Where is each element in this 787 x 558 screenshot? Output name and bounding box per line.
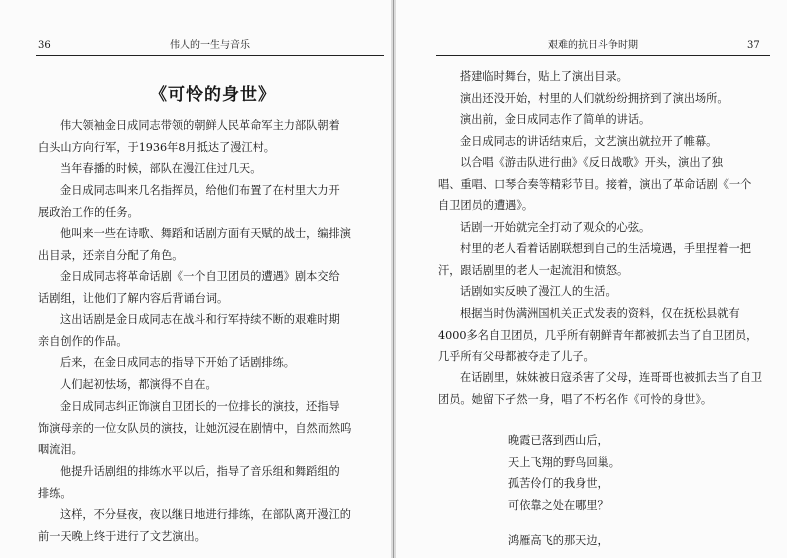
left-header-rule xyxy=(36,55,384,56)
right-header-rule xyxy=(436,55,770,56)
right-running-head: 艰难的抗日斗争时期 xyxy=(548,40,638,51)
left-paragraph-3: 金日成同志叫来几名指挥员，给他们布置了在村里大力开 展政治工作的任务。 xyxy=(38,184,340,219)
lyric-line: 孤苦伶仃的我身世， xyxy=(508,477,609,490)
right-paragraph-2: 演出还没开始，村里的人们就纷纷拥挤到了演出场所。 xyxy=(460,92,729,105)
left-paragraph-5: 金日成同志将革命话剧《一个自卫团员的遭遇》剧本交给 话剧组，让他们了解内容后背诵台词。 xyxy=(38,270,340,305)
chapter-title: 《可怜的身世》 xyxy=(150,85,276,105)
right-paragraph-3: 演出前，金日成同志作了简单的讲话。 xyxy=(460,113,651,126)
stanza-break xyxy=(508,516,620,530)
right-paragraph-9: 根据当时伪满洲国机关正式发表的资料，仅在抚松县就有 4000多名自卫团员，几乎所有朝鲜青年都被抓去当了自卫团员， 几乎所有父母都被夺走了儿子。 xyxy=(438,307,758,363)
right-page-number: 37 xyxy=(747,40,760,51)
lyric-line: 天上飞翔的野鸟回巢。 xyxy=(508,455,620,469)
right-paragraph-5: 以合唱《游击队进行曲》《反日战歌》开头，演出了独 唱、重唱、口琴合奏等精彩节目。接着，演出了革命话剧《一个 自卫团员的遭遇》。 xyxy=(438,156,752,212)
left-paragraph-9: 金日成同志纠正饰演自卫团长的一位排长的演技，还指导 饰演母亲的一位女队员的演技，让她沉浸在剧情中，自然而然呜 咽流泪。 xyxy=(38,400,352,456)
left-paragraph-8: 人们起初怯场，都演得不自在。 xyxy=(60,378,217,391)
left-paragraph-10: 他提升话剧组的排练水平以后，指导了音乐组和舞蹈组的 排练。 xyxy=(38,465,340,500)
left-paragraph-1: 伟大领袖金日成同志带领的朝鲜人民革命军主力部队朝着 白头山方向行军，于1936年8月抵达了漫江村。 xyxy=(38,119,340,154)
left-paragraph-11: 这样，不分昼夜，夜以继日地进行排练，在部队离开漫江的 前一天晚上终于进行了文艺演出。 xyxy=(38,508,351,543)
left-paragraph-7: 后来，在金日成同志的指导下开始了话剧排练。 xyxy=(60,356,295,369)
right-paragraph-10: 在话剧里，妹妹被日寇杀害了父母，连哥哥也被抓去当了自卫 团员。她留下孑然一身，唱了不朽名作《可怜的身世》。 xyxy=(438,371,763,406)
left-paragraph-6: 这出话剧是金日成同志在战斗和行军持续不断的艰难时期 亲自创作的作品。 xyxy=(38,313,340,348)
gutter-fold-line xyxy=(393,0,394,558)
lyric-line: 可依靠之处在哪里？ xyxy=(508,498,609,512)
left-running-head: 伟人的一生与音乐 xyxy=(170,40,250,51)
lyric-line: 晚霞已落到西山后， xyxy=(508,434,609,447)
left-paragraph-2: 当年春播的时候，部队在漫江住过几天。 xyxy=(60,162,262,175)
right-paragraph-4: 金日成同志的讲话结束后，文艺演出就拉开了帷幕。 xyxy=(460,135,718,148)
right-paragraph-8: 话剧如实反映了漫江人的生活。 xyxy=(460,285,617,298)
right-paragraph-7: 村里的老人看着话剧联想到自己的生活境遇，手里捏着一把 汗，跟话剧里的老人一起流泪和愤怒。 xyxy=(438,242,751,277)
lyric-line: 鸿雁高飞的那天边， xyxy=(508,534,609,547)
left-paragraph-4: 他叫来一些在诗歌、舞蹈和话剧方面有天赋的战士，编排演 出目录，还亲自分配了角色。 xyxy=(38,227,351,262)
left-page-number: 36 xyxy=(38,40,51,51)
right-paragraph-1: 搭建临时舞台，贴上了演出目录。 xyxy=(460,70,628,83)
song-lyrics xyxy=(508,430,620,552)
right-paragraph-6: 话剧一开始就完全打动了观众的心弦。 xyxy=(460,221,651,234)
